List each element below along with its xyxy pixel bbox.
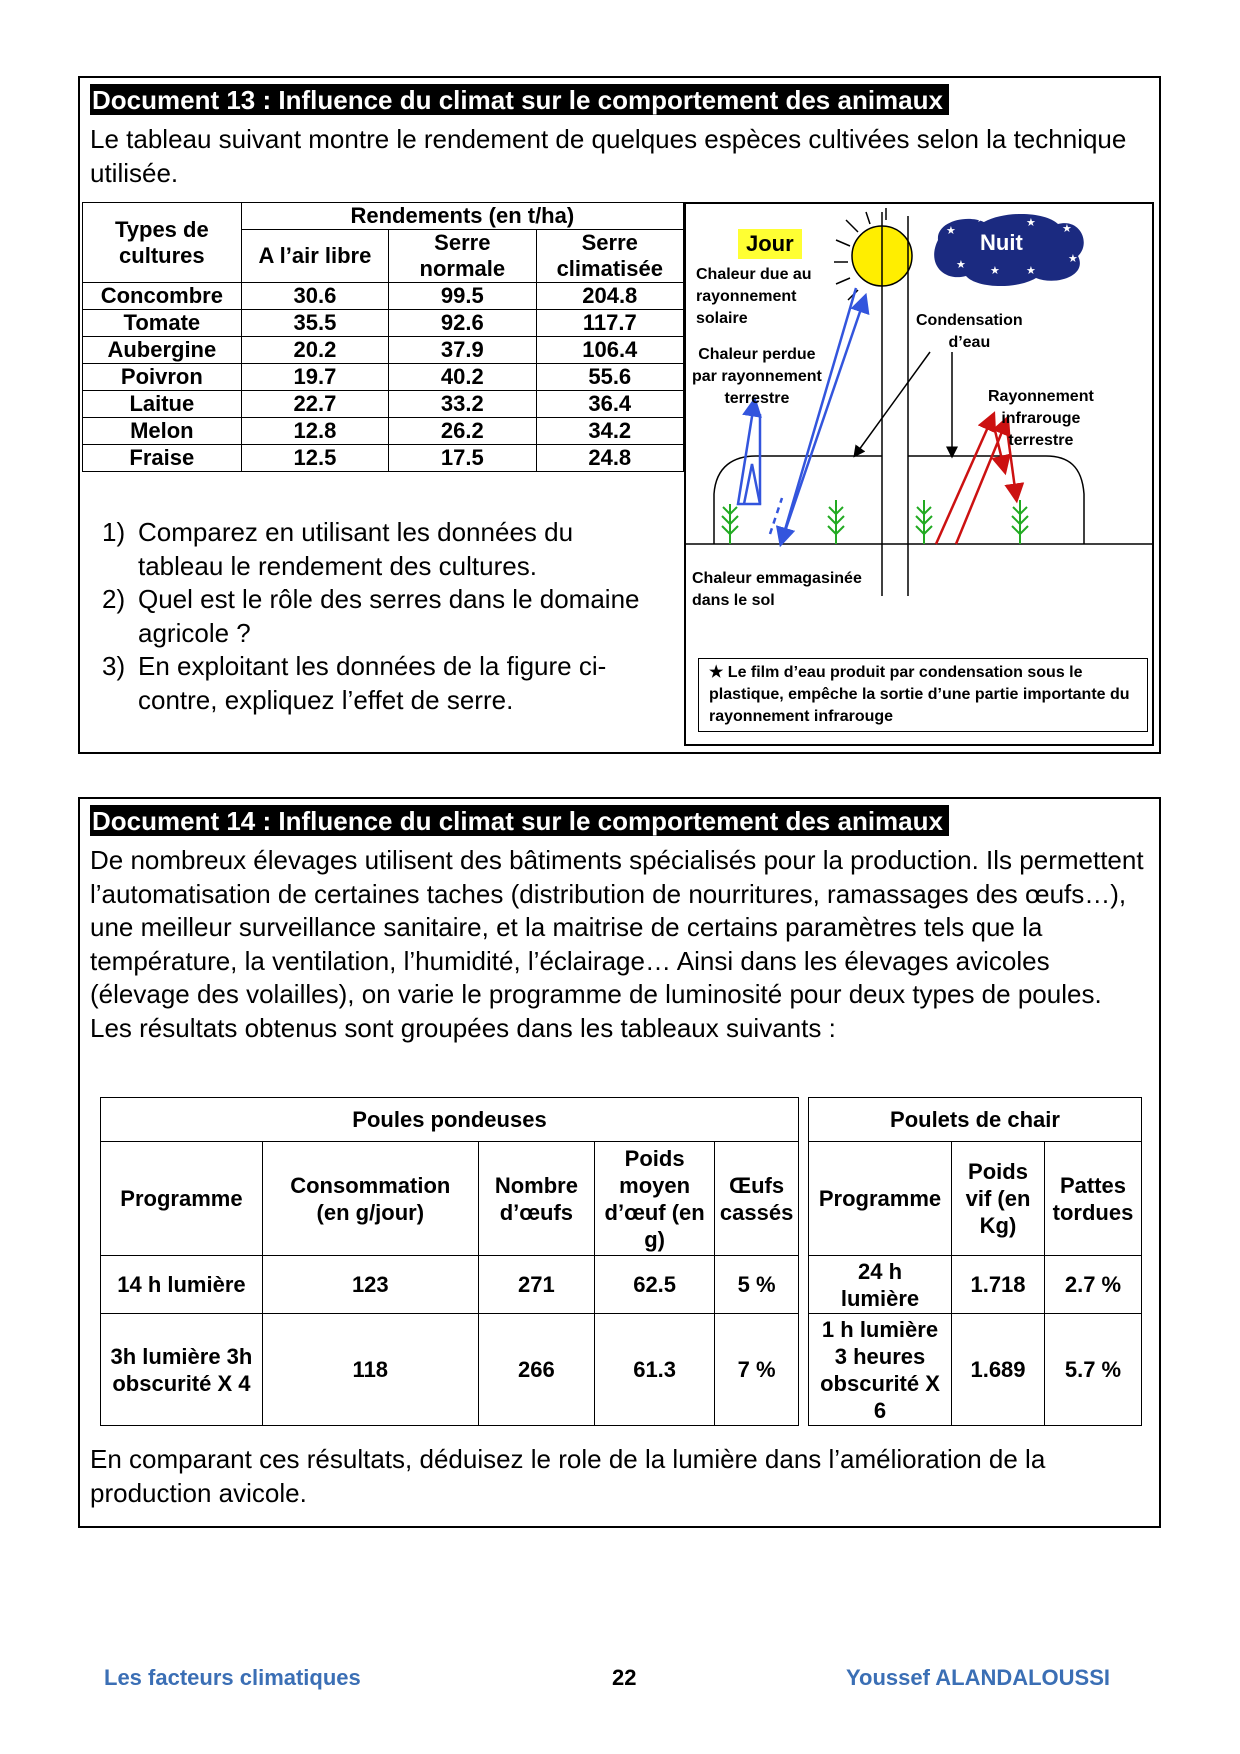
table-row	[83, 364, 684, 391]
label-infrared	[988, 386, 1094, 452]
label-line: Chaleur emmagasinée	[692, 570, 862, 587]
label-soil-heat	[692, 568, 862, 612]
document-14-title: Document 14 : Influence du climat sur le comportement des animaux	[90, 805, 949, 836]
document-13	[78, 76, 1161, 754]
footer-author: Youssef ALANDALOUSSI	[846, 1665, 1111, 1690]
label-line: Chaleur perdue	[698, 346, 816, 363]
label-line: par rayonnement	[692, 368, 822, 385]
cell: 24 h lumière	[809, 1256, 952, 1314]
cell: 117.7	[536, 310, 683, 337]
col-header: Pattes tordues	[1045, 1142, 1142, 1256]
question-text: Comparez en utilisant les données du tableau le rendement des cultures.	[138, 517, 574, 581]
cell: 19.7	[241, 364, 388, 391]
question-number: 1)	[102, 517, 126, 547]
cell: 14 h lumière	[101, 1256, 263, 1314]
svg-text:★: ★	[956, 259, 966, 271]
cell: 123	[262, 1256, 478, 1314]
document-14	[78, 797, 1161, 1528]
question-number: 3)	[102, 651, 126, 681]
cell: 36.4	[536, 391, 683, 418]
cell: 106.4	[536, 337, 683, 364]
cell: 266	[478, 1314, 594, 1426]
svg-text:★: ★	[1026, 217, 1036, 229]
cell: 37.9	[389, 337, 536, 364]
label-condensation	[916, 310, 1023, 354]
greenhouse-figure	[684, 202, 1154, 746]
cell: 118	[262, 1314, 478, 1426]
table-row	[83, 310, 684, 337]
label-line: Chaleur due au	[696, 266, 812, 283]
table-row	[83, 391, 684, 418]
col-header-serre-climatisee: Serre climatisée	[536, 230, 683, 283]
document-13-title: Document 13 : Influence du climat sur le comportement des animaux	[90, 84, 949, 115]
cell: 20.2	[241, 337, 388, 364]
svg-text:★: ★	[990, 265, 1000, 277]
broiler-chickens-table	[808, 1097, 1142, 1426]
yield-table	[82, 202, 684, 472]
crop-name: Tomate	[83, 310, 242, 337]
day-label: Jour	[738, 229, 802, 259]
cell: 55.6	[536, 364, 683, 391]
col-header: Œufs cassés	[715, 1142, 799, 1256]
cell: 24.8	[536, 445, 683, 472]
col-header-air-libre: A l’air libre	[241, 230, 388, 283]
cell: 92.6	[389, 310, 536, 337]
document-13-intro: Le tableau suivant montre le rendement de quelques espèces cultivées selon la technique utilisée.	[90, 124, 1127, 188]
crop-name: Aubergine	[83, 337, 242, 364]
crop-name: Laitue	[83, 391, 242, 418]
col-header-serre-normale: Serre normale	[389, 230, 536, 283]
cell: 30.6	[241, 283, 388, 310]
table-row	[101, 1256, 799, 1314]
group-header-yield: Rendements (en t/ha)	[241, 203, 683, 230]
list-item	[102, 583, 658, 650]
condensation-note: ★ Le film d’eau produit par condensation sous le plastique, empêche la sortie d’une partie importante du rayonnement infrarouge	[698, 658, 1148, 732]
label-line: d’eau	[948, 334, 991, 351]
cell: 7 %	[715, 1314, 799, 1426]
cell: 62.5	[595, 1256, 715, 1314]
group-header-broilers: Poulets de chair	[809, 1098, 1142, 1142]
crop-name: Fraise	[83, 445, 242, 472]
question-number: 2)	[102, 584, 126, 614]
crop-name: Concombre	[83, 283, 242, 310]
cell: 22.7	[241, 391, 388, 418]
cell: 33.2	[389, 391, 536, 418]
questions-list	[102, 516, 658, 717]
table-row	[83, 337, 684, 364]
night-label: Nuit	[980, 230, 1023, 255]
col-header: Programme	[101, 1142, 263, 1256]
label-line: dans le sol	[692, 592, 775, 609]
list-item	[102, 650, 658, 717]
sun-icon	[834, 208, 912, 300]
label-line: Condensation	[916, 312, 1023, 329]
cell: 5.7 %	[1045, 1314, 1142, 1426]
plant-icon	[722, 500, 1028, 544]
table-row	[83, 283, 684, 310]
label-lost-heat	[692, 344, 822, 410]
group-header-laying-hens: Poules pondeuses	[101, 1098, 799, 1142]
list-item	[102, 516, 658, 583]
label-line: terrestre	[724, 390, 790, 407]
label-line: solaire	[696, 310, 748, 327]
cell: 3h lumière 3h obscurité X 4	[101, 1314, 263, 1426]
cell: 5 %	[715, 1256, 799, 1314]
table-row	[83, 445, 684, 472]
cell: 1.689	[952, 1314, 1045, 1426]
cell: 34.2	[536, 418, 683, 445]
laying-hens-table	[100, 1097, 799, 1426]
cell: 12.8	[241, 418, 388, 445]
col-header: Poids vif (en Kg)	[952, 1142, 1045, 1256]
footer-chapter: Les facteurs climatiques	[104, 1665, 361, 1690]
label-line: Rayonnement	[988, 388, 1094, 405]
label-line: rayonnement	[696, 288, 797, 305]
label-line: infrarouge	[1001, 410, 1081, 427]
cell: 204.8	[536, 283, 683, 310]
cell: 271	[478, 1256, 594, 1314]
col-header: Poids moyen d’œuf (en g)	[595, 1142, 715, 1256]
svg-text:★: ★	[946, 225, 956, 237]
crop-name: Melon	[83, 418, 242, 445]
table-row	[809, 1256, 1142, 1314]
document-14-conclusion: En comparant ces résultats, déduisez le role de la lumière dans l’amélioration de la production avicole.	[90, 1444, 1046, 1508]
document-14-intro: De nombreux élevages utilisent des bâtiments spécialisés pour la production. Ils permettent l’automatisation de certaines taches (distribution de nourritures, ramassages des œufs…), une meilleur surveillance sanitaire, et la maitrise de certains paramètres tels que la température, la ventilation, l’humidité, l’éclairage… Ainsi dans les élevages avicoles (élevage des volailles), on varie le programme de luminosité pour deux types de poules. Les résultats obtenus sont groupées dans les tableaux suivants :	[90, 845, 1144, 1043]
page-number: 22	[612, 1665, 637, 1690]
label-line: terrestre	[1008, 432, 1074, 449]
table-row	[101, 1314, 799, 1426]
svg-text:★: ★	[1062, 223, 1072, 235]
cell: 40.2	[389, 364, 536, 391]
table-row	[83, 418, 684, 445]
col-header-type: Types de cultures	[83, 203, 242, 283]
svg-text:★: ★	[1068, 253, 1078, 265]
cell: 99.5	[389, 283, 536, 310]
cell: 1 h lumière 3 heures obscurité X 6	[809, 1314, 952, 1426]
cell: 61.3	[595, 1314, 715, 1426]
cell: 17.5	[389, 445, 536, 472]
label-solar-heat	[696, 264, 812, 330]
question-text: Quel est le rôle des serres dans le domaine agricole ?	[138, 584, 640, 648]
question-text: En exploitant les données de la figure ci-contre, expliquez l’effet de serre.	[138, 651, 607, 715]
cell: 26.2	[389, 418, 536, 445]
col-header: Consommation (en g/jour)	[262, 1142, 478, 1256]
svg-text:★: ★	[1026, 265, 1036, 277]
cell: 2.7 %	[1045, 1256, 1142, 1314]
svg-text:★: ★	[976, 213, 986, 225]
crop-name: Poivron	[83, 364, 242, 391]
table-row	[809, 1314, 1142, 1426]
col-header: Nombre d’œufs	[478, 1142, 594, 1256]
col-header: Programme	[809, 1142, 952, 1256]
cell: 1.718	[952, 1256, 1045, 1314]
cell: 35.5	[241, 310, 388, 337]
cell: 12.5	[241, 445, 388, 472]
